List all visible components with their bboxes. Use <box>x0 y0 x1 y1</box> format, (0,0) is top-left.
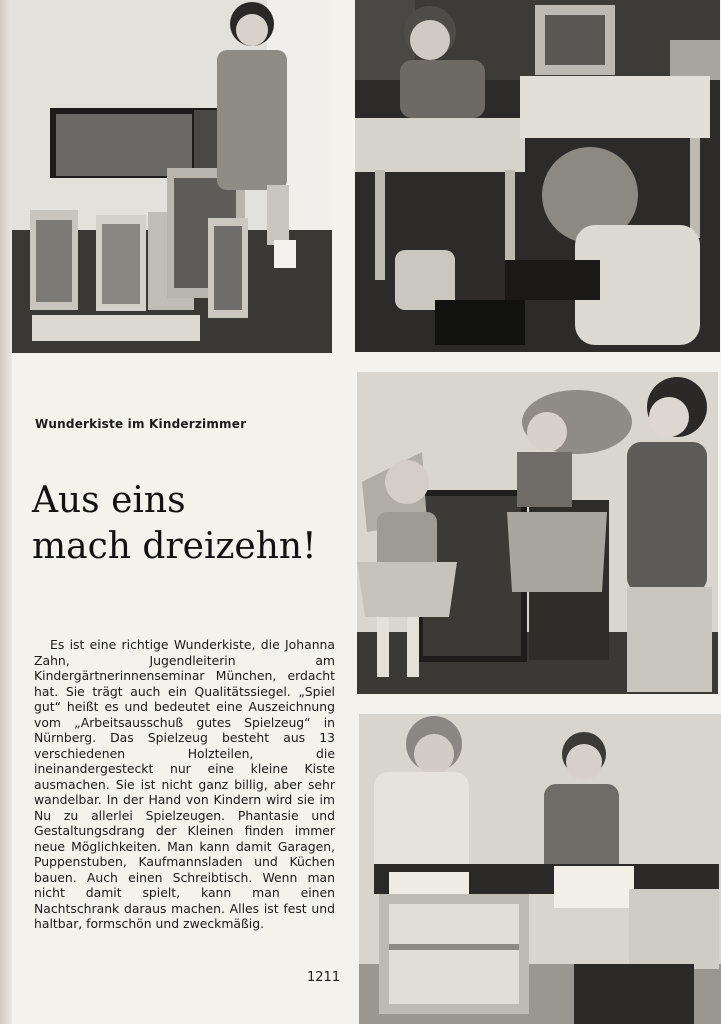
article-headline <box>32 478 332 570</box>
article-kicker: Wunderkiste im Kinderzimmer <box>35 417 247 431</box>
photo-children-with-garage <box>355 0 720 352</box>
headline-line-1: Aus eins <box>32 480 186 521</box>
article-body-paragraph: Es ist eine richtige Wunderkiste, die Johanna Zahn, Jugendleiterin am Kindergärtnerinnenseminar München, erdacht hat. Sie trägt auch ein Qualitätssiegel. „Spiel gut“ heißt es und bedeutet eine Auszeichnung vom „Arbeitsausschuß gutes Spielzeug“ in Nürnberg. Das Spielzeug besteht aus 13 verschiedenen Holzteilen, die ineinandergesteckt nur eine kleine Kiste ausmachen. Sie ist nicht ganz billig, aber sehr wandelbar. In der Hand von Kindern wird sie im Nu zu allerlei Spielzeugen. Phantasie und Gestaltungsdrang der Kleinen finden immer neue Möglichkeiten. Man kann damit Garagen, Puppenstuben, Kaufmannsladen und Küchen bauen. Auch einen Schreibtisch. Wenn man nicht damit spielt, kann man einen Nachtschrank daraus machen. Alles ist fest und haltbar, formschön und zweckmäßig. <box>34 637 335 931</box>
page-gutter-shadow <box>0 0 12 1024</box>
article-body <box>34 637 335 932</box>
photo-boys-at-desk <box>359 714 721 1024</box>
headline-line-2: mach dreizehn! <box>32 526 317 567</box>
photo-girl-with-wooden-boxes <box>12 0 332 353</box>
page-number: 1211 <box>307 970 341 985</box>
photo-girls-with-dolls <box>357 372 718 694</box>
